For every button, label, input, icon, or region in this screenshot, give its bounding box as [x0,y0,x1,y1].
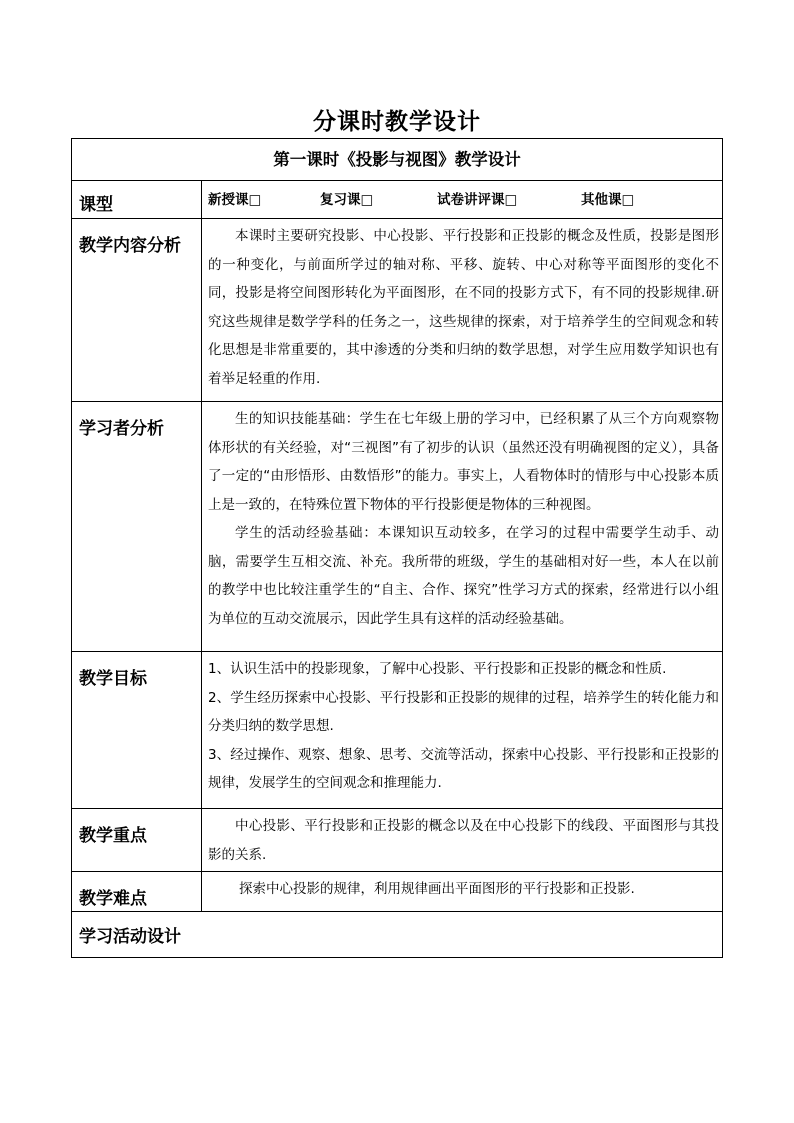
lesson-title: 第一课时《投影与视图》教学设计 [72,139,723,181]
option-new-lesson: 新授课□ [208,192,262,208]
course-type-options [202,181,723,219]
key-points-cell [202,809,723,872]
objectives-cell [202,652,723,809]
lesson-title-row [72,139,723,181]
content-analysis-row [72,219,723,402]
difficulties-row [72,872,723,912]
key-points-row [72,809,723,872]
lesson-plan-table [71,138,723,958]
option-review-lesson: 复习课□ [320,192,374,208]
difficulties-label: 教学难点 [72,872,202,912]
objectives-label: 教学目标 [72,652,202,809]
difficulties-cell [202,872,723,912]
learner-analysis-label: 学习者分析 [72,402,202,652]
learner-paragraph: 学生的活动经验基础：本课知识互动较多，在学习的过程中需要学生动手、动脑，需要学生互相交流、补充。我所带的班级，学生的基础相对好一些，本人在以前的教学中也比较注重学生的“自主、合作、探究”性学习方式的探索，经常进行以小组为单位的互动交流展示，因此学生具有这样的活动经验基础。 [208,525,719,627]
key-points-text: 中心投影、平行投影和正投影的概念以及在中心投影下的线段、平面图形与其投影的关系. [208,818,719,863]
page-title: 分课时教学设计 [313,109,481,135]
objective-item: 1、认识生活中的投影现象，了解中心投影、平行投影和正投影的概念和性质. [208,661,667,677]
objectives-row [72,652,723,809]
activity-design-row [72,912,723,958]
learner-analysis-cell [202,402,723,652]
course-type-label: 课型 [72,181,202,219]
key-points-label: 教学重点 [72,809,202,872]
objective-item: 2、学生经历探索中心投影、平行投影和正投影的规律的过程，培养学生的转化能力和分类归纳的数学思想. [208,689,719,734]
objective-item: 3、经过操作、观察、想象、思考、交流等活动，探索中心投影、平行投影和正投影的规律，发展学生的空间观念和推理能力. [208,746,719,791]
activity-design-label: 学习活动设计 [72,912,723,958]
learner-paragraph: 生的知识技能基础：学生在七年级上册的学习中，已经积累了从三个方向观察物体形状的有关经验，对“三视图”有了初步的认识（虽然还没有明确视图的定义），具备了一定的“由形悟形、由数悟形”的能力。事实上，人看物体时的情形与中心投影本质上是一致的，在特殊位置下物体的平行投影便是物体的三种视图。 [208,411,719,513]
difficulties-text: 探索中心投影的规律，利用规律画出平面图形的平行投影和正投影. [239,881,635,897]
learner-analysis-row [72,402,723,652]
course-type-row [72,181,723,219]
option-exam-review-lesson: 试卷讲评课□ [437,192,518,208]
content-analysis-label: 教学内容分析 [72,219,202,402]
content-analysis-text: 本课时主要研究投影、中心投影、平行投影和正投影的概念及性质，投影是图形的一种变化，与前面所学过的轴对称、平移、旋转、中心对称等平面图形的变化不同，投影是将空间图形转化为平面图形，在不同的投影方式下，有不同的投影规律.研究这些规律是数学学科的任务之一，这些规律的探索，对于培养学生的空间观念和转化思想是非常重要的，其中渗透的分类和归纳的数学思想，对学生应用数学知识也有着举足轻重的作用. [208,228,719,387]
content-analysis-cell [202,219,723,402]
option-other-lesson: 其他课□ [581,192,635,208]
